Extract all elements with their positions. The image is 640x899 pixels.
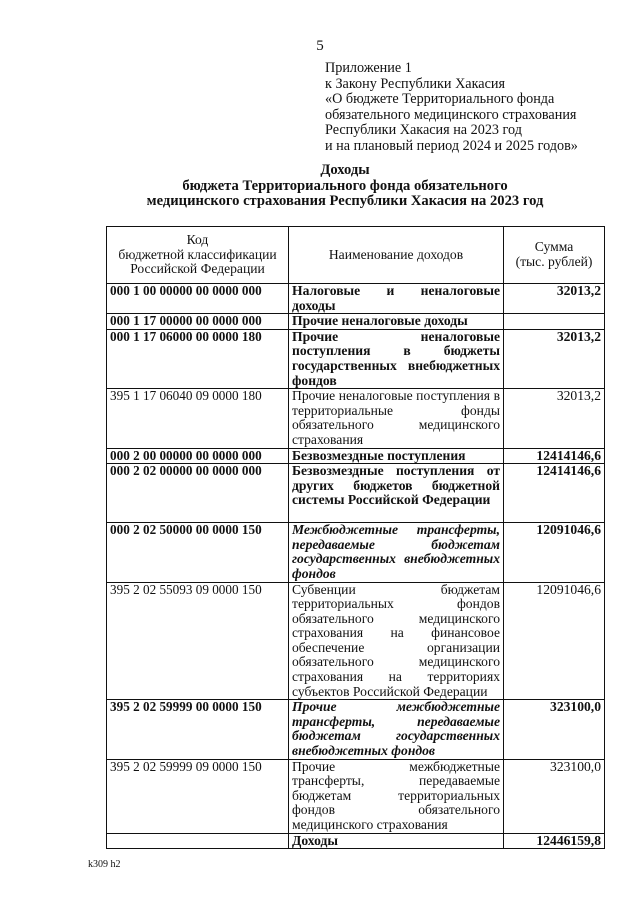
row-name: Межбюджетные трансферты, передаваемые бюджетам государственных внебюджетных фондов [289, 523, 504, 582]
revenue-table [106, 226, 605, 849]
header-code [107, 227, 289, 284]
page-number: 5 [316, 38, 324, 54]
header-code-line: Российской Федерации [130, 261, 265, 277]
row-amount [504, 314, 605, 330]
row-amount: 12414146,6 [504, 464, 605, 523]
row-amount: 32013,2 [504, 329, 605, 388]
appendix-block [325, 61, 578, 155]
table-row [107, 523, 605, 582]
row-code: 000 2 02 00000 00 0000 000 [107, 464, 289, 523]
table-row [107, 759, 605, 833]
table-row [107, 284, 605, 314]
row-amount: 12446159,8 [504, 833, 605, 849]
appendix-line: и на плановый период 2024 и 2025 годов» [325, 137, 578, 154]
row-name: Прочие неналоговые доходы [289, 314, 504, 330]
appendix-line: Приложение 1 [325, 60, 412, 76]
table-row [107, 389, 605, 448]
row-code: 000 2 00 00000 00 0000 000 [107, 448, 289, 464]
row-name: Безвозмездные поступления [289, 448, 504, 464]
row-code [107, 833, 289, 849]
table-row [107, 329, 605, 388]
row-amount: 12414146,6 [504, 448, 605, 464]
table-row [107, 464, 605, 523]
row-name: Прочие межбюджетные трансферты, передаваемые бюджетам территориальных фондов обязательного медицинского страхования [289, 759, 504, 833]
table-row [107, 582, 605, 700]
header-amount-line: (тыс. рублей) [515, 254, 593, 269]
row-amount: 32013,2 [504, 284, 605, 314]
table-row [107, 314, 605, 330]
appendix-line: «О бюджете Территориального фонда [325, 91, 555, 108]
row-name: Доходы [289, 833, 504, 849]
row-amount: 12091046,6 [504, 582, 605, 700]
header-amount-line: Сумма [534, 239, 574, 255]
row-amount: 323100,0 [504, 759, 605, 833]
appendix-line: к Закону Республики Хакасия [325, 75, 505, 92]
row-code: 395 1 17 06040 09 0000 180 [107, 389, 289, 448]
row-name: Прочие неналоговые поступления в бюджеты государственных внебюджетных фондов [289, 329, 504, 388]
appendix-line: обязательного медицинского страхования [325, 106, 577, 123]
title-line: бюджета Территориального фонда обязательного [182, 177, 508, 194]
row-code: 000 2 02 50000 00 0000 150 [107, 523, 289, 582]
table-row-total [107, 833, 605, 849]
row-code: 000 1 17 00000 00 0000 000 [107, 314, 289, 330]
row-name: Налоговые и неналоговые доходы [289, 284, 504, 314]
row-name: Прочие межбюджетные трансферты, передаваемые бюджетам государственных внебюджетных фондов [289, 700, 504, 759]
row-code: 395 2 02 55093 09 0000 150 [107, 582, 289, 700]
header-amount [504, 227, 605, 284]
row-code: 000 1 17 06000 00 0000 180 [107, 329, 289, 388]
table-header-row [107, 227, 605, 284]
row-code: 395 2 02 59999 00 0000 150 [107, 700, 289, 759]
header-code-line: Код [186, 232, 209, 248]
row-amount: 32013,2 [504, 389, 605, 448]
appendix-line: Республики Хакасия на 2023 год [325, 122, 522, 139]
row-name: Субвенции бюджетам территориальных фондов обязательного медицинского страхования на финансовое обеспечение организации обязательного медицинского страхования на территориях субъектов Российской Федерации [289, 582, 504, 700]
header-code-line: бюджетной классификации [118, 246, 277, 262]
title-line: медицинского страхования Республики Хакасия на 2023 год [146, 193, 544, 210]
row-amount: 12091046,6 [504, 523, 605, 582]
row-amount: 323100,0 [504, 700, 605, 759]
document-title [0, 163, 640, 210]
header-name: Наименование доходов [289, 227, 504, 284]
row-code: 395 2 02 59999 09 0000 150 [107, 759, 289, 833]
title-line: Доходы [320, 162, 370, 178]
table-row [107, 700, 605, 759]
row-name: Прочие неналоговые поступления в территориальные фонды обязательного медицинского страхования [289, 389, 504, 448]
table-row [107, 448, 605, 464]
footer-code: k309 h2 [88, 859, 121, 870]
row-name: Безвозмездные поступления от других бюджетов бюджетной системы Российской Федерации [289, 464, 504, 523]
row-code: 000 1 00 00000 00 0000 000 [107, 284, 289, 314]
